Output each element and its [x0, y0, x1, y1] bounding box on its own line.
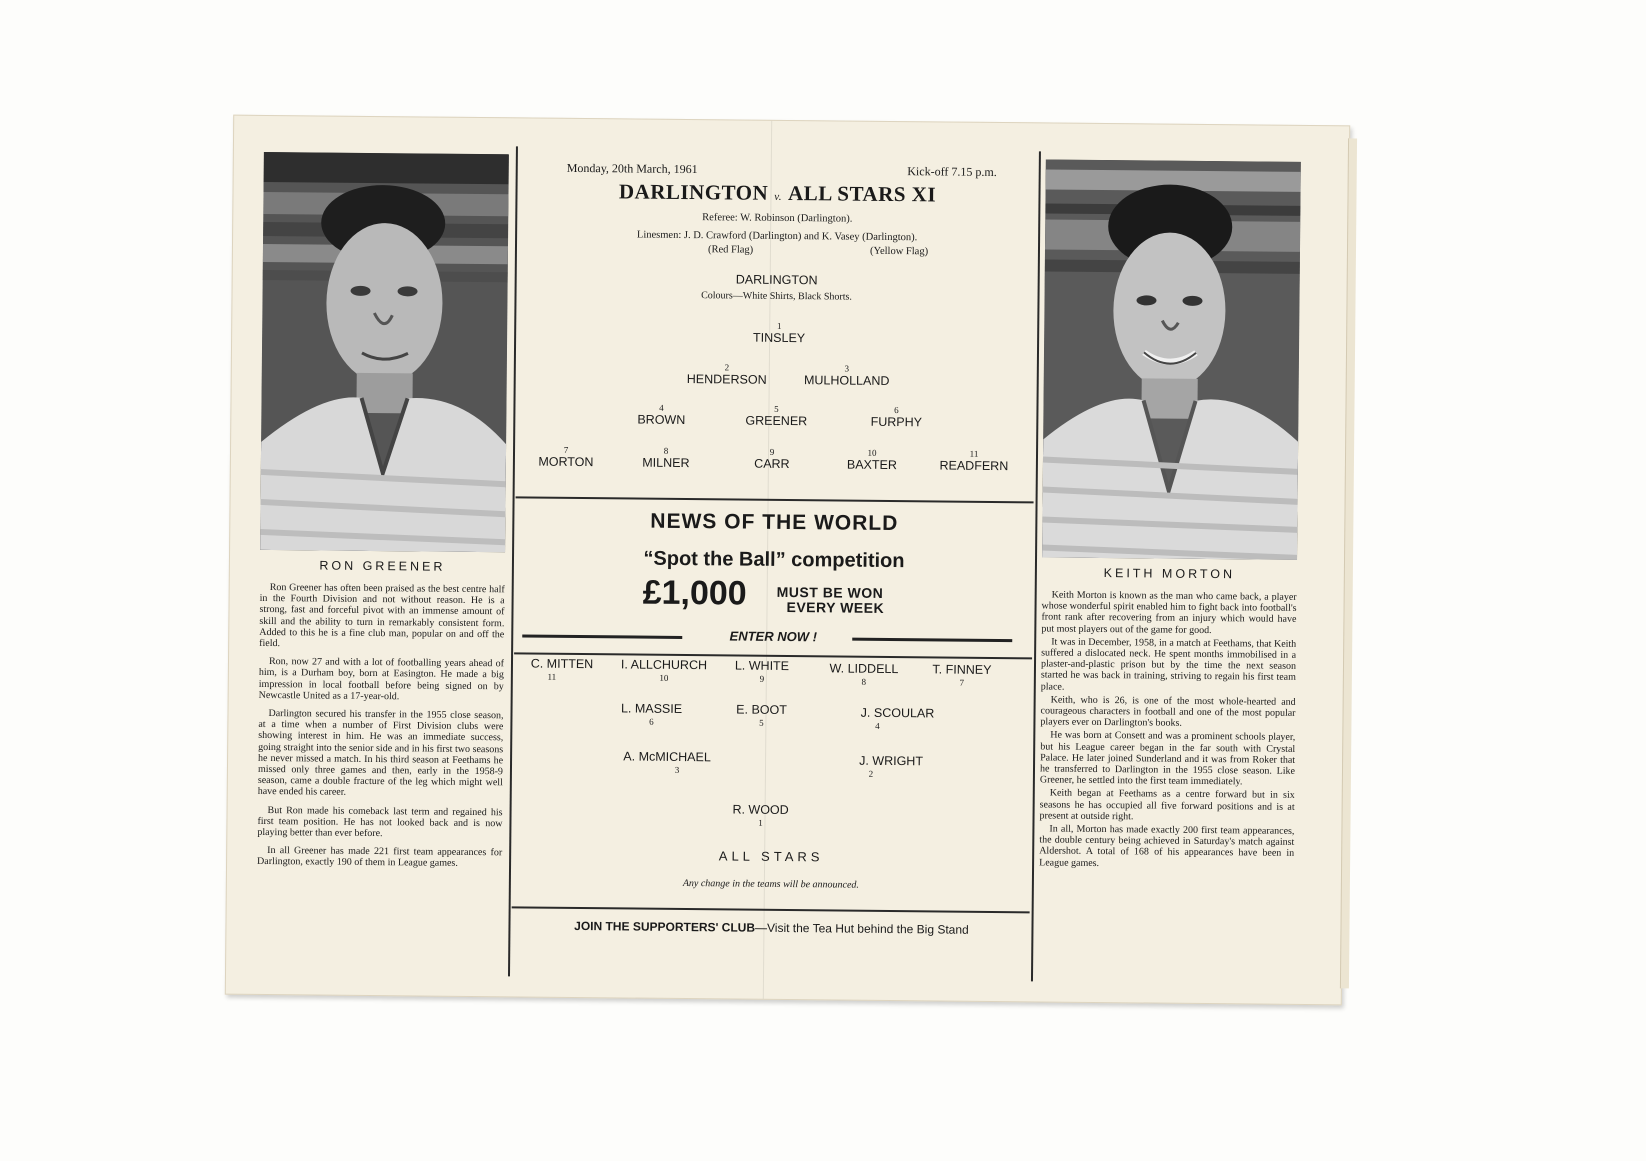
player-name: E. BOOT — [736, 702, 787, 718]
player-number: 3 — [844, 363, 850, 374]
join-label: JOIN THE SUPPORTERS' CLUB — [574, 918, 756, 935]
player-morton — [511, 444, 621, 469]
opp-wright — [831, 753, 951, 780]
player-number: 5 — [774, 403, 779, 414]
must-line: EVERY WEEK — [786, 598, 885, 616]
player-number: 4 — [659, 402, 664, 413]
left-caption: RON GREENER — [319, 558, 446, 574]
home-team: DARLINGTON — [618, 179, 769, 205]
enter-now: ENTER NOW ! — [729, 628, 818, 645]
player-carr — [717, 446, 827, 471]
programme-sheet — [225, 115, 1350, 1006]
player-number: 9 — [759, 673, 765, 684]
referee: Referee: W. Robinson (Darlington). — [702, 212, 853, 225]
player-number: 5 — [759, 717, 764, 728]
match-centre — [511, 146, 1037, 981]
player-name: READFERN — [939, 458, 1009, 474]
right-bio — [1039, 589, 1297, 870]
player-name: J. WRIGHT — [859, 753, 924, 769]
keith-morton-photo — [1042, 159, 1301, 559]
linesmen: Linesmen: J. D. Crawford (Darlington) and K. Vasey (Darlington). — [636, 229, 918, 244]
player-number: 3 — [674, 764, 680, 775]
player-name: T. FINNEY — [932, 662, 992, 677]
match-date: Monday, 20th March, 1961 — [566, 160, 698, 177]
player-name: CARR — [754, 456, 790, 472]
portrait-image — [1042, 159, 1301, 559]
section-rule — [512, 906, 1030, 913]
player-baxter — [817, 447, 927, 472]
player-name: R. WOOD — [732, 802, 789, 818]
darlington-colours: Colours—White Shirts, Black Shorts. — [701, 290, 853, 303]
bio-paragraph: He was born at Consett and was a prominent schools player, but his League career began in the far south with Crystal Palace. He later joined Sunderland and it was from Roker that he transferred to Darlington in the 1955 close season. Like Greener, he settled into the first team immediately. — [1039, 729, 1296, 788]
player-number: 7 — [959, 677, 965, 688]
away-team: ALL STARS XI — [787, 180, 937, 207]
player-number: 6 — [894, 405, 899, 416]
player-number: 4 — [875, 720, 880, 731]
player-number: 2 — [724, 362, 730, 373]
player-number: 1 — [758, 817, 763, 828]
player-number: 7 — [563, 444, 569, 455]
player-furphy — [841, 405, 951, 430]
join-detail: —Visit the Tea Hut behind the Big Stand — [754, 920, 969, 937]
team-change-note: Any change in the teams will be announced. — [682, 878, 859, 891]
right-profile — [1038, 159, 1301, 971]
player-number: 2 — [868, 768, 874, 779]
player-name: MULHOLLAND — [803, 373, 890, 388]
bio-paragraph: Keith began at Feethams as a centre forward but in six seasons he has occupied all five forward positions and is at present at outside right. — [1039, 787, 1295, 823]
opp-mcmichael — [607, 749, 727, 776]
opp-wood — [700, 802, 820, 829]
player-brown — [606, 402, 716, 427]
darlington-heading: DARLINGTON — [735, 272, 818, 288]
prize-amount: £1,000 — [642, 573, 747, 613]
bio-paragraph: But Ron made his comeback last term and regained his first team position. He has not looked back and is now playing better than ever before. — [257, 804, 503, 840]
player-name: FURPHY — [870, 414, 923, 430]
right-caption: KEITH MORTON — [1103, 566, 1236, 582]
competition-subtitle: “Spot the Ball” competition — [643, 547, 905, 573]
player-tinsley — [724, 320, 834, 345]
bio-paragraph: Ron Greener has often been praised as the best centre half in the Fourth Division and not without reason. He is a strong, fast and forceful pivot with an immense amount of skill and the ability to turn in remarkably consistent form. Added to this he is a fine club man, popular on and off the field. — [259, 582, 505, 650]
all-stars-heading: ALL STARS — [718, 848, 824, 865]
bio-paragraph: Ron, now 27 and with a lot of footballing years ahead of him, is a Durham boy, born at Easington. He made a big impression in local football before being signed on by Newcastle United as a 17-year-old. — [258, 656, 505, 703]
bio-paragraph: It was in December, 1958, in a match at Feethams, that Keith suffered a dislocated neck. He spent months immobilised in a plaster-and-plastic prison but by the time the next season started he was back in training, striving to regain his first team place. — [1040, 636, 1297, 693]
player-name: L. WHITE — [734, 658, 790, 674]
player-number: 11 — [547, 671, 557, 682]
competition-title: NEWS OF THE WORLD — [650, 509, 899, 536]
player-name: GREENER — [745, 413, 808, 429]
bio-paragraph: In all, Morton has made exactly 200 first team appearances, the double century being achieved in Saturday's match against Aldershot. A total of 168 of his appearances have been in League games. — [1039, 823, 1295, 869]
player-number: 1 — [776, 320, 782, 331]
player-name: TINSLEY — [753, 330, 806, 346]
player-number: 9 — [769, 446, 775, 457]
player-number: 8 — [861, 676, 867, 687]
must-be-won — [776, 585, 884, 616]
player-name: MILNER — [642, 455, 690, 471]
player-name: L. MASSIE — [620, 701, 683, 716]
player-name: C. MITTEN — [530, 656, 594, 672]
player-name: J. SCOULAR — [860, 705, 935, 721]
section-rule — [516, 496, 1034, 503]
bio-paragraph: Darlington secured his transfer in the 1955 close season, at a time when a number of First Division clubs were showing interest in him. He was an immediate success, going straight into the senior side and in his first two seasons he never missed a match. In his third season at Feethams he missed only three games and then, early in the 1958-9 season, came a double fracture of the leg which might well have ended his career. — [257, 708, 504, 799]
player-name: BAXTER — [846, 457, 897, 473]
player-readfern — [919, 448, 1029, 473]
supporters-club-notice — [531, 919, 1011, 938]
player-name: HENDERSON — [686, 372, 767, 387]
opp-scoular — [837, 705, 957, 732]
player-name: A. McMICHAEL — [623, 749, 711, 765]
opp-massie — [591, 701, 711, 728]
player-name: MORTON — [538, 454, 594, 470]
player-number: 8 — [663, 445, 669, 456]
player-name: BROWN — [637, 412, 686, 428]
left-bio — [257, 582, 505, 870]
portrait-image — [260, 152, 509, 552]
yellow-flag: (Yellow Flag) — [869, 245, 929, 258]
bio-paragraph: Keith, who is 26, is one of the most whole-hearted and courageous characters in football and one of the most popular players ever on Darlington's books. — [1040, 694, 1296, 730]
bio-paragraph: In all Greener has made 221 first team appearances for Darlington, exactly 190 of them in League games. — [257, 845, 503, 870]
player-henderson — [672, 362, 782, 387]
versus: v. — [774, 190, 783, 203]
red-flag: (Red Flag) — [707, 244, 754, 256]
player-milner — [611, 445, 721, 470]
player-number: 6 — [649, 716, 654, 727]
player-name: I. ALLCHURCH — [620, 657, 708, 673]
sheet-edge — [1340, 138, 1357, 988]
opp-finney — [902, 662, 1022, 689]
bio-paragraph: Keith Morton is known as the man who came back, a player whose wonderful spirit enabled him to fight back into football's front rank after recovering from an injury which would have put most players out of the game for good. — [1041, 589, 1297, 636]
ron-greener-photo — [260, 152, 509, 552]
must-line: MUST BE WON — [776, 583, 884, 601]
left-profile — [256, 152, 509, 964]
kickoff-time: Kick-off 7.15 p.m. — [907, 164, 997, 179]
player-number: 10 — [867, 447, 877, 458]
match-title — [518, 178, 1036, 208]
player-mulholland — [792, 363, 902, 388]
player-number: 10 — [659, 672, 669, 683]
player-greener — [721, 403, 831, 428]
player-number: 11 — [969, 448, 979, 459]
player-name: W. LIDDELL — [829, 661, 899, 677]
